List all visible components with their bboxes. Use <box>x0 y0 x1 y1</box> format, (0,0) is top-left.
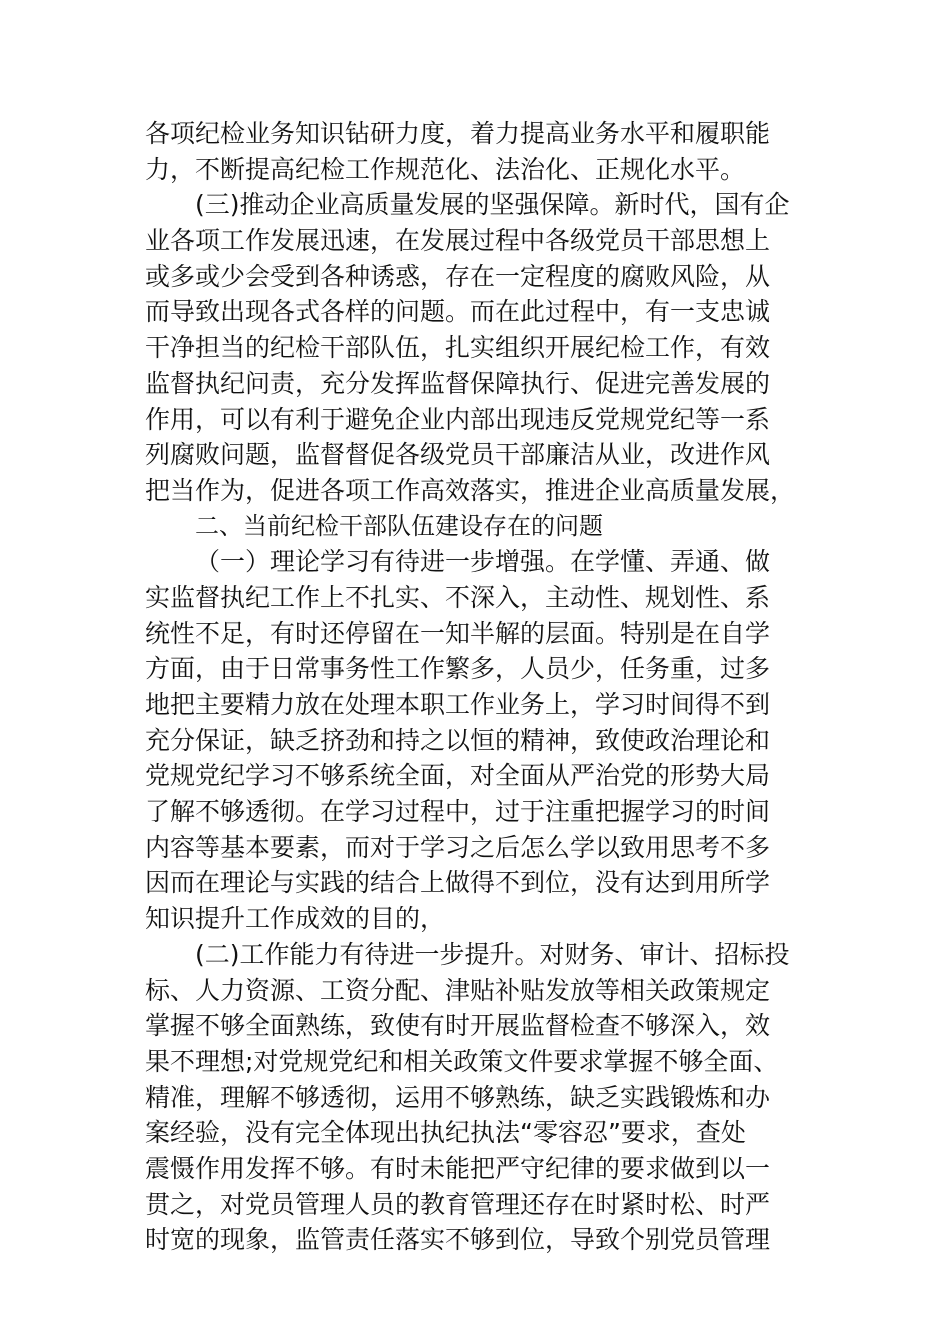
text-line: 知识提升工作成效的目的， <box>145 904 446 934</box>
text-line: 监督执纪问责，充分发挥监督保障执行、促进完善发展的 <box>145 368 771 398</box>
document-body <box>145 116 810 1258</box>
text-line: 统性不足，有时还停留在一知半解的层面。特别是在自学 <box>145 618 771 648</box>
text-line: 精准，理解不够透彻，运用不够熟练，缺乏实践锻炼和办 <box>145 1082 771 1112</box>
text-line: 内容等基本要素，而对于学习之后怎么学以致用思考不多 <box>145 832 771 862</box>
text-line: 业各项工作发展迅速，在发展过程中各级党员干部思想上 <box>145 226 771 256</box>
text-line: 充分保证，缺乏挤劲和持之以恒的精神，致使政治理论和 <box>145 725 771 755</box>
section-heading: 二、当前纪检干部队伍建设存在的问题 <box>195 511 603 540</box>
paragraph-start-line: （一）理论学习有待进一步增强。在学懂、弄通、做 <box>195 547 771 577</box>
text-line: 列腐败问题，监督督促各级党员干部廉洁从业，改进作风 <box>145 440 771 470</box>
text-line: 方面，由于日常事务性工作繁多，人员少，任务重，过多 <box>145 654 771 684</box>
text-line: 震慑作用发挥不够。有时未能把严守纪律的要求做到以一 <box>145 1153 771 1183</box>
paragraph-start-line: (三)推动企业高质量发展的坚强保障。新时代，国有企 <box>195 190 790 220</box>
text-line: 时宽的现象，监管责任落实不够到位，导致个别党员管理 <box>145 1225 771 1255</box>
text-line: 贯之，对党员管理人员的教育管理还存在时紧时松、时严 <box>145 1189 771 1219</box>
text-line: 标、人力资源、工资分配、津贴补贴发放等相关政策规定 <box>145 975 771 1005</box>
text-line: 力，不断提高纪检工作规范化、法治化、正规化水平。 <box>145 154 746 184</box>
text-line: 果不理想;对党规党纪和相关政策文件要求掌握不够全面、 <box>145 1046 779 1076</box>
text-line: 或多或少会受到各种诱惑，存在一定程度的腐败风险，从 <box>145 261 771 291</box>
paragraph-start-line: (二)工作能力有待进一步提升。对财务、审计、招标投 <box>195 939 790 969</box>
text-line: 地把主要精力放在处理本职工作业务上，学习时间得不到 <box>145 690 771 719</box>
text-line: 案经验，没有完全体现出执纪执法“零容忍”要求，查处 <box>145 1118 746 1148</box>
text-line: 掌握不够全面熟练，致使有时开展监督检查不够深入，效 <box>145 1011 771 1041</box>
text-line: 把当作为，促进各项工作高效落实，推进企业高质量发展， <box>145 475 796 505</box>
text-line: 作用，可以有利于避免企业内部出现违反党规党纪等一系 <box>145 404 771 434</box>
text-line: 干净担当的纪检干部队伍，扎实组织开展纪检工作，有效 <box>145 333 771 363</box>
text-line: 了解不够透彻。在学习过程中，过于注重把握学习的时间 <box>145 797 771 827</box>
text-line: 而导致出现各式各样的问题。而在此过程中，有一支忠诚 <box>145 297 771 327</box>
text-line: 实监督执纪工作上不扎实、不深入，主动性、规划性、系 <box>145 582 771 612</box>
text-line: 党规党纪学习不够系统全面，对全面从严治党的形势大局 <box>145 761 771 791</box>
text-line: 因而在理论与实践的结合上做得不到位，没有达到用所学 <box>145 868 771 898</box>
text-line: 各项纪检业务知识钻研力度，着力提高业务水平和履职能 <box>145 119 771 148</box>
